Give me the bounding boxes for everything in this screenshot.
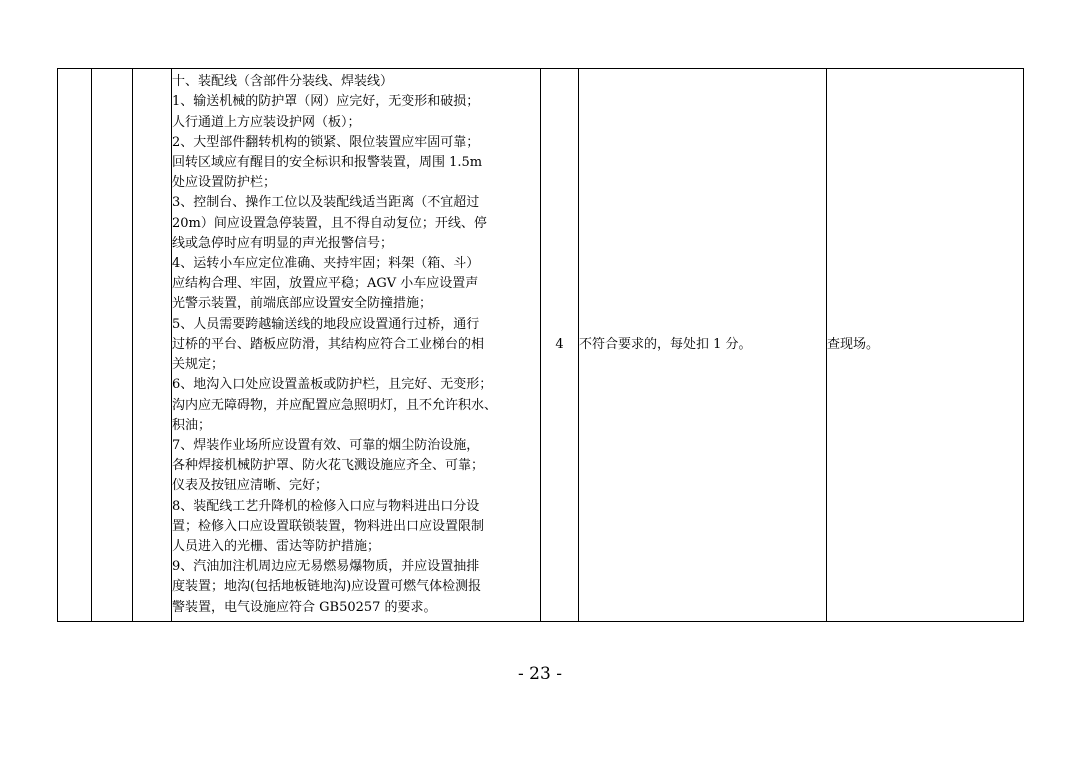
page-number: - 23 -: [518, 664, 562, 684]
inspection-method-cell: 查现场。: [827, 69, 1024, 622]
requirement-line: 光警示装置，前端底部应设置安全防撞措施；: [172, 296, 433, 312]
requirement-line: 3、控制台、操作工位以及装配线适当距离（不宜超过: [172, 195, 480, 211]
requirements-cell: [172, 69, 541, 622]
requirement-line: 应结构合理、牢固，放置应平稳；AGV 小车应设置声: [172, 276, 479, 292]
requirement-line: 度装置；地沟(包括地板链地沟)应设置可燃气体检测报: [172, 579, 482, 595]
requirement-line: 4、运转小车应定位准确、夹持牢固；料架（箱、斗）: [172, 256, 480, 272]
requirement-line: 十、装配线（含部件分装线、焊装线）: [172, 74, 394, 90]
requirement-line: 8、装配线工艺升降机的检修入口应与物料进出口分设: [172, 498, 480, 514]
requirement-line: 2、大型部件翻转机构的锁紧、限位装置应牢固可靠；: [172, 134, 480, 150]
cell-col2: [92, 69, 133, 622]
requirement-line: 6、地沟入口处应设置盖板或防护栏，且完好、无变形；: [172, 377, 493, 393]
requirement-line: 各种焊接机械防护罩、防火花飞溅设施应齐全、可靠；: [172, 458, 485, 474]
requirement-line: 过桥的平台、踏板应防滑，其结构应符合工业梯台的相: [172, 336, 485, 352]
score-cell: 4: [541, 69, 579, 622]
cell-col3: [133, 69, 172, 622]
requirement-line: 积油；: [172, 417, 212, 433]
cell-col1: [58, 69, 92, 622]
requirement-line: 处应设置防护栏；: [172, 175, 277, 191]
requirement-line: 人员进入的光栅、雷达等防护措施；: [172, 538, 381, 554]
scoring-standard-cell: 不符合要求的，每处扣 1 分。: [579, 69, 827, 622]
inspection-table: [57, 68, 1024, 622]
requirement-line: 警装置，电气设施应符合 GB50257 的要求。: [172, 599, 437, 615]
table-row: [58, 69, 1024, 622]
requirement-line: 9、汽油加注机周边应无易燃易爆物质，并应设置抽排: [172, 559, 480, 575]
requirement-line: 7、焊装作业场所应设置有效、可靠的烟尘防治设施，: [172, 437, 480, 453]
requirement-line: 人行通道上方应装设护网（板）；: [172, 114, 361, 130]
requirement-line: 沟内应无障碍物，并应配置应急照明灯，且不允许积水、: [172, 397, 498, 413]
requirement-line: 线或急停时应有明显的声光报警信号；: [172, 235, 394, 251]
requirement-line: 20m）间应设置急停装置，且不得自动复位；开线、停: [172, 215, 487, 231]
requirement-line: 5、人员需要跨越输送线的地段应设置通行过桥，通行: [172, 316, 480, 332]
requirement-line: 置；检修入口应设置联锁装置，物料进出口应设置限制: [172, 518, 485, 534]
requirement-line: 1、输送机械的防护罩（网）应完好，无变形和破损；: [172, 94, 480, 110]
requirement-line: 回转区域应有醒目的安全标识和报警装置，周围 1.5m: [172, 155, 483, 171]
requirement-line: 关规定；: [172, 357, 225, 373]
requirement-line: 仪表及按钮应清晰、完好；: [172, 478, 329, 494]
